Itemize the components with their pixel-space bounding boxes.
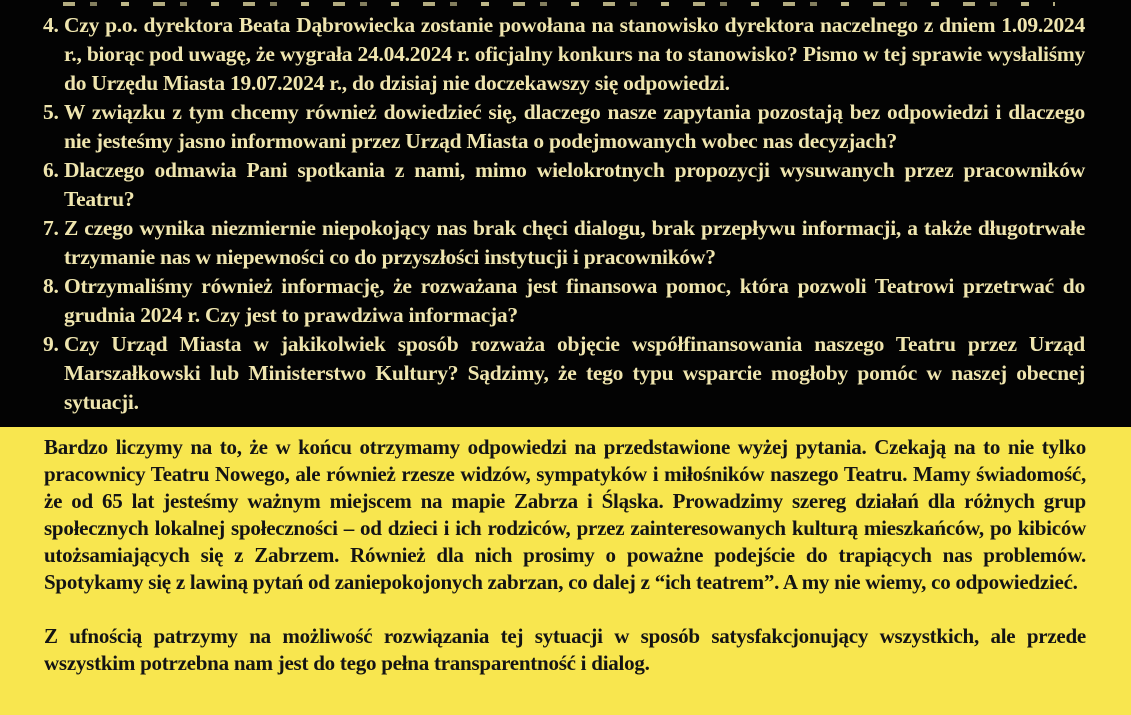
question-item-4 (43, 11, 1085, 98)
question-item-5 (43, 98, 1085, 156)
question-text: Z czego wynika niezmiernie niepokojący nas brak chęci dialogu, brak przepływu informacji, a także długotrwałe trzymanie nas w niepewności co do przyszłości instytucji i pracowników? (64, 216, 1085, 269)
closing-section (0, 427, 1131, 715)
closing-paragraph-2: Z ufnością patrzymy na możliwość rozwiązania tej sytuacji w sposób satysfakcjonujący wszystkich, ale przede wszystkim potrzebna nam jest do tego pełna transparentność i dialog. (44, 624, 1086, 675)
question-number: 6. (43, 158, 59, 182)
question-item-9 (43, 330, 1085, 417)
closing-paragraph-1: Bardzo liczymy na to, że w końcu otrzymamy odpowiedzi na przedstawione wyżej pytania. Czekają na to nie tylko pracownicy Teatru Nowego, ale również rzesze widzów, sympatyków i miłośników naszego Teatru. Mamy świadomość, że od 65 lat jesteśmy ważnym miejscem na mapie Zabrza i Śląska. Prowadzimy szereg działań dla różnych grup społecznych lokalnej społeczności – od dzieci i ich rodziców, przez zainteresowanych kulturą mieszkańców, po kibiców utożsamiających się z Zabrzem. Również dla nich prosimy o poważne podejście do trapiących nas problemów. Spotykamy się z lawiną pytań od zaniepokojonych zabrzan, co dalej z “ich teatrem”. A my nie wiemy, co odpowiedzieć. (44, 435, 1086, 594)
question-number: 5. (43, 100, 59, 124)
question-text: Otrzymaliśmy również informację, że rozważana jest finansowa pomoc, która pozwoli Teatrowi przetrwać do grudnia 2024 r. Czy jest to prawdziwa informacja? (64, 274, 1085, 327)
question-text: Czy Urząd Miasta w jakikolwiek sposób rozważa objęcie współfinansowania naszego Teatru przez Urząd Marszałkowski lub Ministerstwo Kultury? Sądzimy, że tego typu wsparcie mogłoby pomóc w naszej obecnej sytuacji. (64, 332, 1085, 414)
question-item-7 (43, 214, 1085, 272)
question-number: 7. (43, 216, 59, 240)
clipped-text-fragments (63, 0, 1055, 6)
question-number: 4. (43, 13, 59, 37)
question-text: Dlaczego odmawia Pani spotkania z nami, mimo wielokrotnych propozycji wysuwanych przez pracowników Teatru? (64, 158, 1085, 211)
question-number: 9. (43, 332, 59, 356)
question-text: W związku z tym chcemy również dowiedzieć się, dlaczego nasze zapytania pozostają bez odpowiedzi i dlaczego nie jesteśmy jasno informowani przez Urząd Miasta o podejmowanych wobec nas decyzjach? (64, 100, 1085, 153)
question-text: Czy p.o. dyrektora Beata Dąbrowiecka zostanie powołana na stanowisko dyrektora naczelnego z dniem 1.09.2024 r., biorąc pod uwagę, że wygrała 24.04.2024 r. oficjalny konkurs na to stanowisko? Pismo w tej sprawie wysłaliśmy do Urzędu Miasta 19.07.2024 r., do dzisiaj nie doczekawszy się odpowiedzi. (64, 13, 1085, 95)
question-number: 8. (43, 274, 59, 298)
question-item-8 (43, 272, 1085, 330)
question-item-6 (43, 156, 1085, 214)
